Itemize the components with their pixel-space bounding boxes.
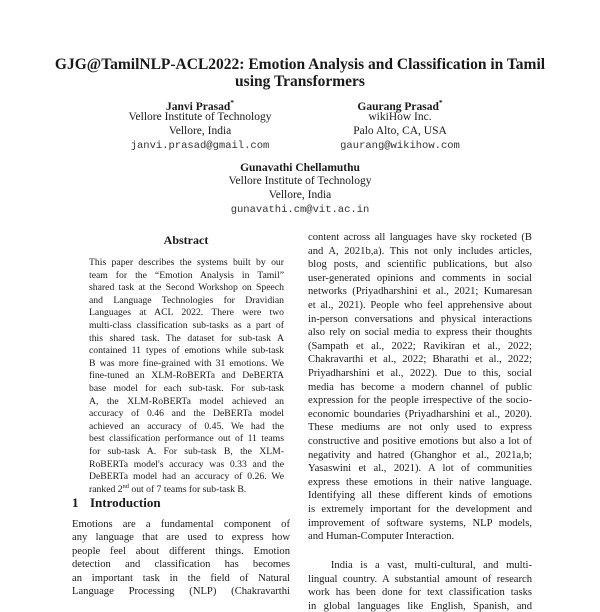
author-email: gunavathi.cm@vit.ac.in [230,204,370,216]
intro-line: negativity and hatred (Ghanghor et al., 2021a,b; [308,449,532,461]
intro-line: lingual country. A substantial amount of research [308,573,532,585]
author-name-text: Janvi Prasad [166,100,231,113]
author-email: gaurang@wikihow.com [340,140,460,152]
author-affiliation: wikiHow Inc. [368,111,432,123]
section-heading-introduction: Introduction [90,495,161,510]
intro-line: et al., 2021). People who feel apprehensive about [308,300,532,311]
ordinal-suffix: nd [122,482,129,490]
abstract-text: ranked 2 [89,484,123,496]
author-name-text: Gunavathi Chellamuthu [240,162,360,174]
intro-line: India is a vast, multi-cultural, and multi- [308,560,532,571]
author-location: Palo Alto, CA, USA [353,125,447,137]
intro-line: (Sampath et al., 2022; Ravikiran et al., 2022; [308,340,532,352]
author-name [240,162,360,174]
intro-line: and A, 2021b,a). This not only includes articles, [308,245,532,257]
abstract-line: for sub-task A. For sub-task B, the XLM- [89,446,284,457]
paper-title-line-2: using Transformers [235,73,365,90]
intro-line: Emotions are a fundamental component of [72,519,290,530]
abstract-line: shared task at the Second Workshop on Speech [89,282,284,294]
equal-contribution-mark: * [230,98,234,107]
intro-line: and Human-Computer Interaction. [308,531,455,543]
abstract-line: team for the “Emotion Analysis in Tamil” [89,269,284,281]
intro-line: work has been done for text classification tasks [308,587,532,599]
intro-line: Chakravarthi et al., 2022; Bharathi et al., 2022; [308,354,532,366]
abstract-line: RoBERTa model's accuracy was 0.33 and the [89,458,284,470]
intro-line: Identifying all these different kinds of emotions [308,490,532,502]
abstract-heading: Abstract [163,233,209,247]
intro-line: people feel about different things. Emotion [72,545,290,557]
intro-line: an important task in the field of Natural [72,572,290,584]
equal-contribution-mark: * [438,98,443,107]
intro-line: content across all languages have sky rocketed (B [308,232,532,243]
author-email: janvi.prasad@gmail.com [130,140,270,152]
abstract-text: out of 7 teams for sub-task B. [128,484,247,496]
abstract-line: multi-class classification sub-tasks as a part of [89,320,284,331]
author-name-text: Gaurang Prasad [357,100,439,113]
intro-line: Yasaswini et al., 2021). A lot of communities [308,463,532,475]
abstract-line: DeBERTa model had an accuracy of 0.26. We [89,471,284,483]
intro-line: any language that are used to express how [72,532,290,544]
intro-line: expression for the people irrespective of the socio- [308,395,532,407]
intro-line: user-generated opinions and comments in social [308,272,532,284]
author-affiliation: Vellore Institute of Technology [128,111,272,123]
author-affiliation: Vellore Institute of Technology [228,175,372,187]
abstract-line: and Language Technologies for Dravidian [89,294,284,306]
intro-line: networks (Priyadharshini et al., 2021; Kumaresan [308,286,532,298]
abstract-line: B was more fine-grained with 31 emotions. We [89,357,284,369]
intro-line: express these emotions in their native language. [308,476,532,488]
abstract-line: accuracy of 0.46 and the DeBERTa model [89,408,284,420]
intro-line: constructive and positive emotions but also a lot of [308,436,532,447]
intro-line: detection and classification has becomes [72,559,290,571]
author-location: Vellore, India [268,189,332,201]
abstract-line: achieved an accuracy of 0.45. We had the [89,420,284,432]
abstract-line: base model for each sub-task. For sub-task [89,383,284,394]
abstract-line: This paper describes the systems built by our [89,257,284,268]
abstract-line: fine-tuned an XLM-RoBERTa and DeBERTA [89,370,284,382]
abstract-line: A, the XLM-RoBERTa model achieved an [89,395,284,407]
abstract-line: Languages at ACL 2022. There were two [89,307,284,319]
paper-title-line-1: GJG@TamilNLP-ACL2022: Emotion Analysis and Classification in Tamil [54,56,546,73]
abstract-line [89,483,284,495]
abstract-line: contained 11 types of emotions while sub-task [89,345,284,357]
intro-line: in-person conversations and physical interactions [308,313,532,325]
intro-line: is extremely important for the development and [308,504,532,515]
intro-line: improvement of software systems, NLP models, [308,517,532,529]
abstract-line: this shared task. The dataset for sub-task A [89,332,284,344]
intro-line: These mediums are not only used to express [308,422,532,434]
intro-line: economic boundaries (Priyadharshini et al., 2020). [308,408,532,420]
author-location: Vellore, India [168,125,232,137]
intro-line: also rely on social media to express their thoughts [308,327,532,339]
intro-line: blog posts, and scientific publications, but also [308,259,532,271]
section-number: 1 [72,495,79,510]
intro-line: in global languages like English, Spanish, and [308,600,532,612]
abstract-line: best classification performance out of 11 teams [89,433,284,445]
intro-line: Priyadharshini et al., 2022). Due to this, social [308,368,532,379]
intro-line: media has become a modern channel of public [308,381,532,393]
intro-line: Language Processing (NLP) (Chakravarthi [72,586,290,597]
